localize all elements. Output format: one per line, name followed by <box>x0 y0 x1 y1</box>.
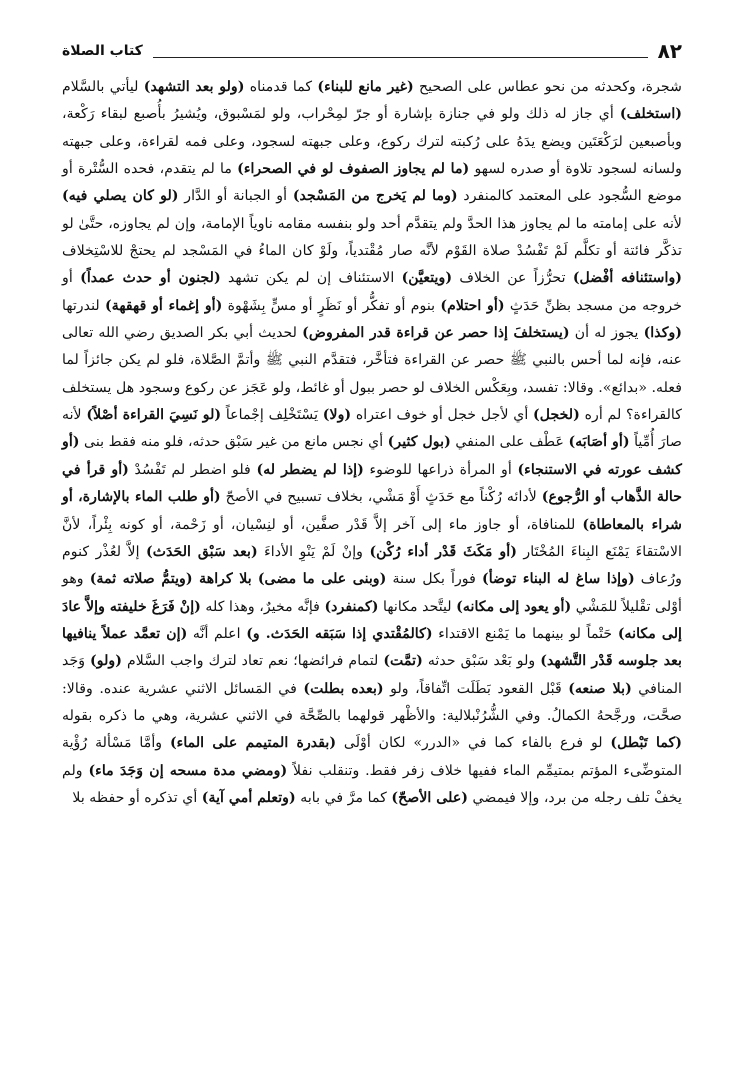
bold-matn-text: (غير مانع للبناء) <box>317 79 414 95</box>
commentary-text: عَطْف على المنفي <box>450 434 569 451</box>
commentary-text: لتمام فرائضها؛ نعم تعاد لترك واجب السَّلام <box>121 653 384 670</box>
bold-matn-text: (أو احتلام) <box>440 297 505 314</box>
bold-matn-text: (وإذا ساغ له البناء توضأ) <box>482 571 635 588</box>
bold-matn-text: (تمَّت) <box>383 653 423 670</box>
bold-matn-text: (كالمُقْتدي إذا سَبَقه الحَدَث. و) <box>246 625 433 642</box>
bold-matn-text: (لجنون أو حدث عمداً) <box>80 270 221 287</box>
commentary-text: أو خروجه من مسجد بظنِّ حَدَثٍ <box>62 270 682 314</box>
bold-matn-text: (بلا صنعه) <box>568 680 632 697</box>
commentary-text: حَتْماً لو بينهما ما يَمْنع الاقتداء <box>432 625 618 642</box>
commentary-text: لأنه على إمامته ما لم يجاوز هذا الحدَّ ولم يتقدَّم أحد ولو بنفسه مقامه ناوياً الإمامة، وإن لم يجاوزه، حتَّىٰ لو تذكَّر فائتة أو تكلَّم لَمْ تَفْسُدْ صلاة القَوْم لأنَّه صار مُقْتدياً، ولَوْ كان الماءُ في المَسْجد لم يحتجْ للاسْتِخلاف <box>62 215 682 260</box>
commentary-text: قَبْل القعود بَطَلَت اتِّفاقاً، ولو <box>383 680 569 697</box>
commentary-text: الاستئناف إن لم يكن تشهد <box>220 270 402 287</box>
bold-matn-text: (ولا) <box>322 407 352 424</box>
bold-matn-text: (إنْ فَرَغَ خليفته وإلاَّ عادَ إلى مكانه) <box>62 598 682 642</box>
commentary-text: أي نجس مانع من غير سَبْق حدثه، فلو منه فقط بنى <box>79 434 388 451</box>
bold-matn-text: (أو مَكَثَ قَدْر أداء رُكْن) <box>369 543 517 560</box>
commentary-text: فلو اضطر لم تَفْسُدْ <box>128 461 257 478</box>
bold-matn-text: (واستئنافه أفْضل) <box>572 270 683 287</box>
commentary-text: لو فرع بالفاء كما في «الدرر» لكان أوْلَى <box>336 735 611 752</box>
bold-matn-text: (وتعلم أمي آية) <box>201 789 296 806</box>
page-header <box>62 30 682 64</box>
bold-matn-text: (وبنى على ما مضى) <box>257 571 387 588</box>
commentary-text: فإنَّه مخيرٌ، وهذا كله <box>200 598 325 615</box>
bold-matn-text: (بقدرة المتيمم على الماء) <box>169 735 337 752</box>
bold-matn-text: (على الأصحّ) <box>391 789 469 806</box>
commentary-text: ليتَّحد مكانها <box>378 598 457 615</box>
bold-matn-text: (بعده بطلت) <box>303 680 384 697</box>
commentary-text: وأمَّا مَسْألة رُؤْية المتوضِّىء المؤتم بمتيمِّم الماء ففيها خلاف زفر فقط. وتنقلب نفلاً <box>62 735 682 779</box>
bold-matn-text: (كمنفرد) <box>324 598 379 615</box>
commentary-text: لحديث أبي بكر الصديق رضي الله تعالى عنه، فإنه لما أحس بالنبي ﷺ حصر عن القراءة فتأخَّر، فتقدَّم النبي ﷺ وأتمَّ الصَّلاة، فلو لم يكن جائزاً لما فعله. «بدائع». وقالا: تفسد، وبِعَكْس الخلاف لو حصر ببول أو غائط، ولو عَجَز عن ركوع وسجود هل يستخلف كالقراءة؟ لم أره <box>62 325 682 424</box>
bold-matn-text: (لو كان يصلي فيه) <box>62 188 179 205</box>
commentary-text: ما لم يتقدم، فحده السُّتْرة أو موضع السُّجود على المعتمد كالمنفرد <box>62 161 682 205</box>
commentary-text: وإنْ لَمْ يَنْوِ الأداءَ <box>257 543 370 560</box>
bold-matn-text: (إذا لم يضطر له) <box>256 461 364 478</box>
commentary-text: بنوم أو تفكُّر أو نَظَرٍ أو مسٍّ بِشَهْوة <box>222 297 441 314</box>
commentary-text: يجوز له أن <box>569 325 644 342</box>
bold-matn-text: (بول كثير) <box>387 434 451 451</box>
commentary-text: تحرُّزاً عن الخلاف <box>452 270 573 287</box>
commentary-text: كما مرَّ في بابه <box>295 789 392 806</box>
commentary-text: فوراً بكل سنة <box>386 571 483 588</box>
commentary-text: أو الجبانة أو الدَّار <box>178 188 293 205</box>
page-number: ٨٢ <box>657 39 682 63</box>
book-title: كتاب الصلاة <box>62 43 143 59</box>
bold-matn-text: (كما تَبْطل) <box>610 735 682 752</box>
commentary-text: لأنه صارَ أُمِّياً <box>62 407 682 451</box>
commentary-text: أو المرأة ذراعها للوضوء <box>363 461 518 478</box>
commentary-text: في المَسائل الاثني عشرية عنده. وقالا: صحَّت، ورجَّحهُ الكمالُ. وفي الشُّرُنْبلالية: والأظْهر قولهما بالصِّحَّة في الاثني عشرية، وهي ما ذكره بقوله <box>62 680 682 724</box>
bold-matn-text: (لو نَسِيَ القراءة أصْلاً) <box>86 407 222 424</box>
commentary-text: يَسْتَخْلِف إجْماعاً <box>221 407 323 424</box>
bold-matn-text: (ويتعيَّن) <box>401 270 453 287</box>
bold-matn-text: (بعد سَبْق الحَدَث) <box>146 543 258 560</box>
commentary-text: ولم يخفْ تلف رجله من برد، وإلا فيمضي <box>62 762 682 806</box>
header-rule <box>153 57 648 58</box>
commentary-text: إلاَّ لعُذْر كنوم ورُعاف <box>62 543 683 588</box>
bold-matn-text: (ولو) <box>90 653 122 670</box>
commentary-text: اعلم أنَّه <box>187 625 247 642</box>
bold-matn-text: (يستخلفَ إذا حصر عن قراءة قدر المفروض) <box>302 325 570 342</box>
bold-matn-text: (وما لم يَخرج من المَسْجد) <box>292 188 458 205</box>
bold-matn-text: (أو طلب الماء بالإشارة، أو شراء بالمعاطاة) <box>62 489 682 533</box>
bold-matn-text: بلا كراهة (ويتمُّ صلاته ثمة) <box>89 571 252 588</box>
bold-matn-text: (ما لم يجاوز الصفوف لو في الصحراء) <box>237 161 470 178</box>
bold-matn-text: (وكذا) <box>643 325 683 342</box>
bold-matn-text: (لخجل) <box>533 407 580 424</box>
commentary-text: للمنافاة، أو جاوز ماء إلى آخر إلاَّ قَدْر صفَّين، أو لنِسْيان، أو زَحْمة، أو كونه بِئْراً، لأنَّ الاسْتقاءَ يَمْنَع البِناءَ المُخْتَار <box>62 516 683 560</box>
bold-matn-text: (استخلف) <box>619 106 682 123</box>
commentary-text: أي تذكره أو حفظه بلا <box>72 789 202 806</box>
bold-matn-text: (ولو بعد التشهد) <box>143 79 245 95</box>
bold-matn-text: (أو كشف عورته في الاستنجاء) <box>62 434 683 478</box>
commentary-text: لندرتها <box>62 297 105 314</box>
commentary-text: وَجَد المنافي <box>62 653 682 697</box>
commentary-text: شجرة، وكحدثه من نحو عطاس على الصحيح <box>413 79 682 95</box>
commentary-text: أي جاز له ذلك ولو في جنازة بإشارة أو جرّ لمِحْراب، ولو لمَسْبوق، ويُشيرُ بأُصبع لبقاء رَكْعة، وبأصبعين لرَكْعَتَين ويضع يدَهُ على رُكبته لترك ركوع، وعلى جبهته لسجود، وعلى فمه لقراءة، وعلى جبهته ولسانه لسجود تلاوة أو صدره لسهو <box>62 106 682 178</box>
commentary-text: وهو أوْلى تقْليلاً للمَشْي <box>62 571 683 615</box>
bold-matn-text: (أو يعود إلى مكانه) <box>456 598 572 615</box>
commentary-text: كما قدمناه <box>244 79 318 95</box>
commentary-text: ولو بَعْد سَبْق حدثه <box>422 653 541 670</box>
bold-matn-text: (إن تعمَّد عملاً ينافيها بعد جلوسه قَدْر التَّشهد) <box>62 625 682 670</box>
bold-matn-text: (أو إغماء أو قهقهة) <box>105 297 223 314</box>
bold-matn-text: (أو أصَابَه) <box>568 434 630 451</box>
main-text <box>62 74 682 812</box>
bold-matn-text: (أو قرأ في حالة الذَّهاب أو الرُّجوع) <box>62 461 682 506</box>
commentary-text: لأدائه رُكْناً مع حَدَثٍ أَوْ مَشْي، بخلاف تسبيح في الأصحّ <box>220 489 542 506</box>
bold-matn-text: (ومضي مدة مسحه إن وَجَدَ ماء) <box>88 762 288 779</box>
commentary-text: أي لأجل خجل أو خوف اعتراه <box>351 407 534 424</box>
commentary-text: ليأتي بالسَّلام <box>62 79 144 95</box>
